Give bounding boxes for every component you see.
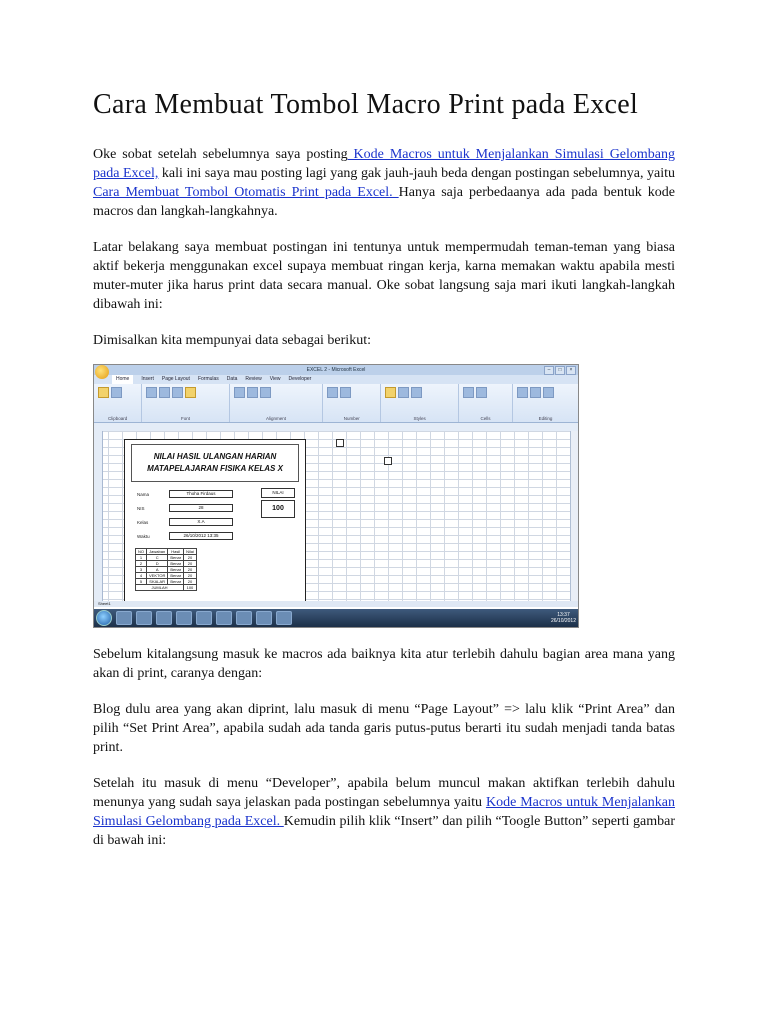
group-clipboard: Clipboard (94, 384, 142, 422)
align-center-icon (247, 387, 258, 398)
link-kode-macros-2[interactable]: Kode Macros untuk Menjalankan Simulasi Gelombang pada Excel. (93, 795, 675, 829)
group-cells: Cells (459, 384, 513, 422)
tab-page-layout: Page Layout (161, 376, 190, 382)
taskbar-excel-icon (276, 611, 292, 625)
tab-view: View (269, 376, 281, 382)
taskbar-app-icon (136, 611, 152, 625)
excel-screenshot (93, 364, 579, 628)
table-cell: SKALAR (147, 579, 168, 585)
autosum-icon (517, 387, 528, 398)
value-waktu: 26/10/2012 13:35 (169, 532, 233, 540)
table-cell: A (147, 567, 168, 573)
minimize-icon: – (544, 366, 554, 375)
bold-icon (146, 387, 157, 398)
group-styles: Styles (381, 384, 459, 422)
nilai-label: NILAI (261, 488, 295, 498)
table-cell: 20 (184, 555, 197, 561)
card-title-line-2: MATAPELAJARAN FISIKA KELAS X (147, 464, 283, 473)
table-header: Hasil (168, 549, 184, 555)
label-nama: Nama (137, 492, 150, 497)
table-cell: 4 (136, 573, 147, 579)
align-left-icon (234, 387, 245, 398)
find-select-icon (543, 387, 554, 398)
sheet-tab: Sheet1 (98, 601, 111, 606)
table-cell: 20 (184, 567, 197, 573)
maximize-icon: □ (555, 366, 565, 375)
table-cell: C (147, 555, 168, 561)
taskbar-app-icon (196, 611, 212, 625)
clock-date: 26/10/2012 (550, 618, 576, 624)
excel-window-title: EXCEL 2 - Microsoft Excel (306, 367, 366, 373)
table-row-total (136, 585, 197, 591)
paragraph-print-area: Blog dulu area yang akan diprint, lalu masuk di menu “Page Layout” => lalu klik “Print Area” dan pilih “Set Print Area”, apabila sudah ada tanda garis putus-putus berarti itu sudah menjadi tanda batas print. (93, 702, 675, 755)
comma-icon (340, 387, 351, 398)
clock-time: 13:37 (557, 612, 570, 618)
fill-color-icon (185, 387, 196, 398)
table-cell: 5 (136, 579, 147, 585)
tab-home: Home (112, 375, 133, 384)
paragraph-intro (93, 145, 675, 221)
card-title-line-1: NILAI HASIL ULANGAN HARIAN (153, 452, 277, 461)
tab-data: Data (226, 376, 238, 382)
italic-icon (159, 387, 170, 398)
table-cell: Benar (168, 579, 184, 585)
row-headers (94, 431, 103, 601)
link-tombol-otomatis-print[interactable]: Cara Membuat Tombol Otomatis Print pada Excel. (93, 185, 399, 200)
office-button-icon (95, 365, 109, 379)
table-cell: 1 (136, 555, 147, 561)
value-kelas: X.A (169, 518, 233, 526)
taskbar-app-icon (236, 611, 252, 625)
tab-developer: Developer (288, 376, 312, 382)
table-cell: D (147, 561, 168, 567)
table-cell: 20 (184, 573, 197, 579)
intro-text-1: Oke sobat setelah sebelumnya saya posting (93, 147, 348, 162)
insert-cells-icon (463, 387, 474, 398)
shape-box (384, 457, 392, 465)
article-title: Cara Membuat Tombol Macro Print pada Excel (93, 89, 639, 120)
group-font: Font (142, 384, 230, 422)
table-cell: Benar (168, 555, 184, 561)
paragraph-background: Latar belakang saya membuat postingan ini tentunya untuk mempermudah teman-teman yang biasa aktif bekerja menggunakan excel supaya membuat ringan kerja, karna memakan waktu apabila mesti muter-muter jika harus print data secara manual. Oke sobat langsung saja mari ikuti langkah-langkah dibawah ini: (93, 240, 675, 312)
close-icon: × (566, 366, 576, 375)
value-nis: 28 (169, 504, 233, 512)
table-cell: 2 (136, 561, 147, 567)
intro-text-2: kali ini saya mau posting lagi yang gak jauh-jauh beda dengan postingan sebelumnya, yaitu (158, 166, 676, 181)
developer-text-2: Kemudin pilih klik “Insert” dan pilih “Toogle Button” seperti gambar di bawah ini: (93, 814, 675, 848)
intro-text-3: Hanya saja perbedaanya ada pada bentuk kode macros dan langkah-langkahnya. (93, 185, 675, 219)
conditional-format-icon (385, 387, 396, 398)
paragraph-developer (93, 774, 675, 850)
label-waktu: Waktu (137, 534, 150, 539)
cut-icon (111, 387, 122, 398)
table-cell: 20 (184, 561, 197, 567)
ribbon-tabs (94, 375, 578, 384)
taskbar-app-icon (156, 611, 172, 625)
score-card (124, 439, 306, 607)
delete-cells-icon (476, 387, 487, 398)
shape-box (336, 439, 344, 447)
window-controls (544, 366, 576, 375)
table-cell: Benar (168, 567, 184, 573)
wrap-text-icon (260, 387, 271, 398)
format-table-icon (398, 387, 409, 398)
vertical-scrollbar (570, 431, 578, 601)
paragraph-before-macros: Sebelum kitalangsung masuk ke macros ada baiknya kita atur terlebih dahulu bagian area mana yang akan di print, caranya dengan: (93, 647, 675, 681)
excel-titlebar (94, 365, 578, 375)
nilai-value: 100 (261, 500, 295, 518)
ribbon (94, 384, 578, 423)
windows-taskbar (94, 609, 579, 627)
score-card-header (131, 444, 299, 482)
paste-icon (98, 387, 109, 398)
label-nis: NIS (137, 506, 145, 511)
taskbar-clock (551, 612, 576, 624)
table-cell: Benar (168, 573, 184, 579)
tab-review: Review (245, 376, 262, 382)
table-header: Nilai (184, 549, 197, 555)
article (93, 88, 675, 850)
developer-text-1: Setelah itu masuk di menu “Developer”, apabila belum muncul makan aktifkan terlebih dahulu menunya yang sudah saya jelaskan pada postingan sebelumnya yaitu (93, 776, 675, 810)
jumlah-label: JUMLAH (136, 585, 184, 591)
value-nama: Thoha Firdaus (169, 490, 233, 498)
table-cell: VEKTOR (147, 573, 168, 579)
taskbar-app-icon (176, 611, 192, 625)
answer-table (135, 548, 197, 591)
jumlah-value: 100 (184, 585, 197, 591)
tab-insert: Insert (141, 376, 154, 382)
taskbar-app-icon (256, 611, 272, 625)
table-cell: 20 (184, 579, 197, 585)
underline-icon (172, 387, 183, 398)
taskbar-app-icon (216, 611, 232, 625)
table-header: Jawaban (147, 549, 168, 555)
sheet-tabs (94, 601, 579, 607)
group-alignment: Alignment (230, 384, 323, 422)
paragraph-example: Dimisalkan kita mempunyai data sebagai berikut: (93, 333, 371, 348)
taskbar-app-icon (116, 611, 132, 625)
percent-icon (327, 387, 338, 398)
group-editing: Editing (513, 384, 578, 422)
start-button-icon (96, 610, 112, 626)
table-cell: Benar (168, 561, 184, 567)
table-header: NO (136, 549, 147, 555)
cell-styles-icon (411, 387, 422, 398)
group-number: Number (323, 384, 381, 422)
label-kelas: Kelas (137, 520, 149, 525)
table-cell: 3 (136, 567, 147, 573)
link-kode-macros[interactable]: Kode Macros untuk Menjalankan Simulasi Gelombang pada Excel, (93, 147, 676, 181)
sort-filter-icon (530, 387, 541, 398)
tab-formulas: Formulas (197, 376, 219, 382)
